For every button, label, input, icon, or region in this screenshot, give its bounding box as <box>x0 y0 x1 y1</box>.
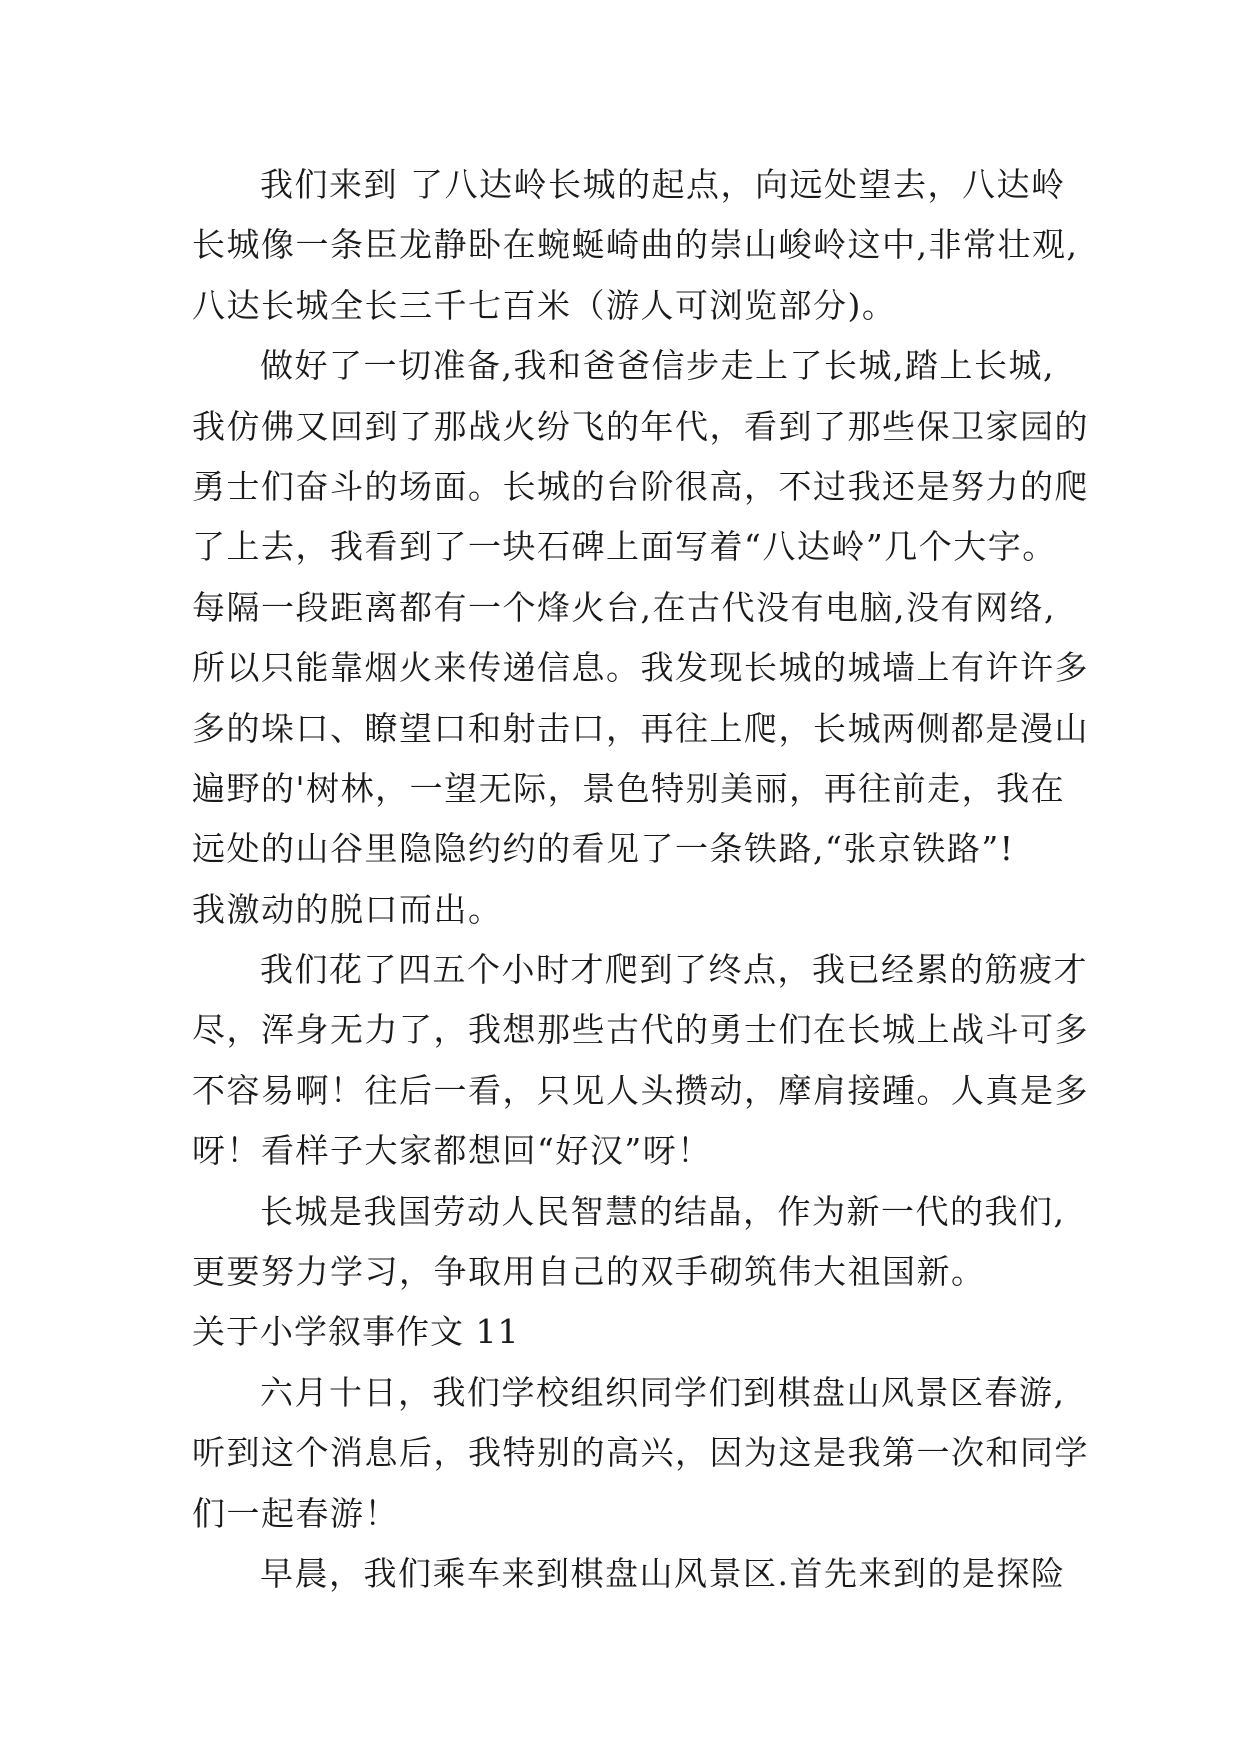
text-line: 长城是我国劳动人民智慧的结晶，作为新一代的我们, <box>260 1191 1066 1231</box>
text-line: 听到这个消息后，我特别的高兴，因为这是我第一次和同学 <box>192 1433 1089 1473</box>
document-body <box>192 155 1089 1604</box>
text-line: 做好了一切准备,我和爸爸信步走上了长城,踏上长城, <box>260 346 1055 386</box>
text-line: 更要努力学习，争取用自己的双手砌筑伟大祖国新。 <box>192 1252 986 1292</box>
text-line: 遍野的'树林，一望无际，景色特别美丽，再往前走，我在 <box>192 768 1066 808</box>
text-line: 尽，浑身无力了，我想那些古代的勇士们在长城上战斗可多 <box>192 1010 1089 1050</box>
text-line: 我们来到 了八达岭长城的起点，向远处望去，八达岭 <box>260 165 1066 204</box>
text-line: 呀！看样子大家都想回“好汉”呀！ <box>192 1131 712 1171</box>
text-line: 我激动的脱口而出。 <box>192 889 503 929</box>
text-line: 八达长城全长三千七百米（游人可浏览部分)。 <box>192 285 897 325</box>
text-line: 不容易啊！往后一看，只见人头攒动，摩肩接踵。人真是多 <box>192 1070 1089 1110</box>
text-line: 了上去，我看到了一块石碑上面写着“八达岭”几个大字。 <box>192 527 1057 567</box>
text-line: 六月十日，我们学校组织同学们到棋盘山风景区春游, <box>260 1372 1066 1412</box>
text-line: 每隔一段距离都有一个烽火台,在古代没有电脑,没有网络, <box>192 587 1056 627</box>
text-line: 所以只能靠烟火来传递信息。我发现长城的城墙上有许许多 <box>192 648 1089 688</box>
text-line: 们一起春游！ <box>192 1493 399 1533</box>
text-line: 勇士们奋斗的场面。长城的台阶很高，不过我还是努力的爬 <box>192 466 1089 506</box>
text-line: 我仿佛又回到了那战火纷飞的年代，看到了那些保卫家园的 <box>192 406 1089 446</box>
text-line: 远处的山谷里隐隐约约的看见了一条铁路,“张京铁路”! <box>192 829 1015 869</box>
text-line: 我们花了四五个小时才爬到了终点，我已经累的筋疲才 <box>260 950 1088 990</box>
text-line: 多的垛口、瞭望口和射击口，再往上爬，长城两侧都是漫山 <box>192 708 1089 748</box>
section-heading: 关于小学叙事作文 11 <box>192 1312 520 1352</box>
text-line: 长城像一条臣龙静卧在蜿蜒崎曲的崇山峻岭这中,非常壮观, <box>192 225 1079 265</box>
text-line: 早晨，我们乘车来到棋盘山风景区.首先来到的是探险 <box>260 1553 1066 1593</box>
